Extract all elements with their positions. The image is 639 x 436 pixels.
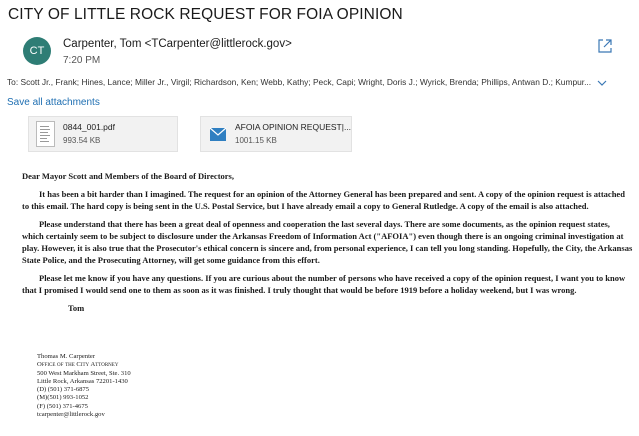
signature-block [37, 353, 131, 419]
recipients-line: To: Scott Jr., Frank; Hines, Lance; Miller Jr., Virgil; Richardson, Ken; Webb, Kathy; Peck, Capi; Wright, Doris J.; Wyrick, Brenda; Phillips, Antwan D.; Kumpur... [7, 77, 592, 87]
pdf-thumbnail-icon [36, 121, 55, 147]
body-paragraph: Please understand that there has been a great deal of openness and cooperation the last several days. There are some documents, as the opinion request states, which certainly seem to be subject to disclosure under the Arkansas Freedom of Information Act ("AFOIA") even though there is an ongoing criminal investigation at play. However, it is also true that the Prosecutor's ethical concern is sincere and, from personal experience, I can tell you long standing. Hopefully, the City, the Arkansas State Police, and the Prosecuting Attorney, will get some guidance from this effort. [22, 219, 633, 265]
signature-office: Office of the City Attorney [37, 361, 119, 369]
signature-street: 500 West Markham Street, Ste. 310 [37, 369, 131, 377]
body-paragraph: It has been a bit harder than I imagined. The request for an opinion of the Attorney General has been prepared and sent. A copy of the opinion request is attached to this email. The hard copy is being sent in the U.S. Postal Service, but I have already email a copy to General Rutledge. A copy of the email is also attached. [22, 189, 625, 211]
attachment-size: 993.54 KB [63, 136, 101, 145]
signature-phone-m: (M)(501) 993-1052 [37, 394, 89, 402]
email-time: 7:20 PM [63, 55, 101, 66]
signature-email[interactable]: tcarpenter@littlerock.gov [37, 411, 105, 419]
signature-city: Little Rock, Arkansas 72201-1430 [37, 377, 128, 385]
attachment-card[interactable] [28, 116, 178, 152]
save-all-attachments-link[interactable]: Save all attachments [7, 97, 100, 108]
popout-icon[interactable] [597, 38, 613, 54]
attachment-card[interactable] [200, 116, 352, 152]
attachment-name: AFOIA OPINION REQUEST|... [235, 122, 352, 132]
greeting: Dear Mayor Scott and Members of the Board of Directors, [22, 171, 234, 181]
signature-phone-d: (D) (501) 371-6875 [37, 386, 90, 394]
sender-avatar: CT [23, 37, 51, 65]
mail-icon [209, 125, 227, 143]
signoff: Tom [68, 303, 85, 313]
attachment-size: 1001.15 KB [235, 136, 277, 145]
signature-name: Thomas M. Carpenter [37, 353, 96, 360]
chevron-down-icon[interactable] [597, 79, 607, 87]
email-body [22, 170, 633, 320]
body-paragraph: Please let me know if you have any questions. If you are curious about the number of persons who have received a copy of the opinion request, I want you to know that I promised I would send one to them as soon as it was finished. I truly thought that would be before 1919 before a holiday weekend, but I was wrong. [22, 273, 626, 295]
sender-name[interactable]: Carpenter, Tom <TCarpenter@littlerock.gov> [63, 38, 292, 50]
attachment-name: 0844_001.pdf [63, 122, 115, 132]
email-subject: CITY OF LITTLE ROCK REQUEST FOR FOIA OPINION [8, 6, 403, 23]
signature-fax: (F) (501) 371-4675 [37, 402, 88, 410]
